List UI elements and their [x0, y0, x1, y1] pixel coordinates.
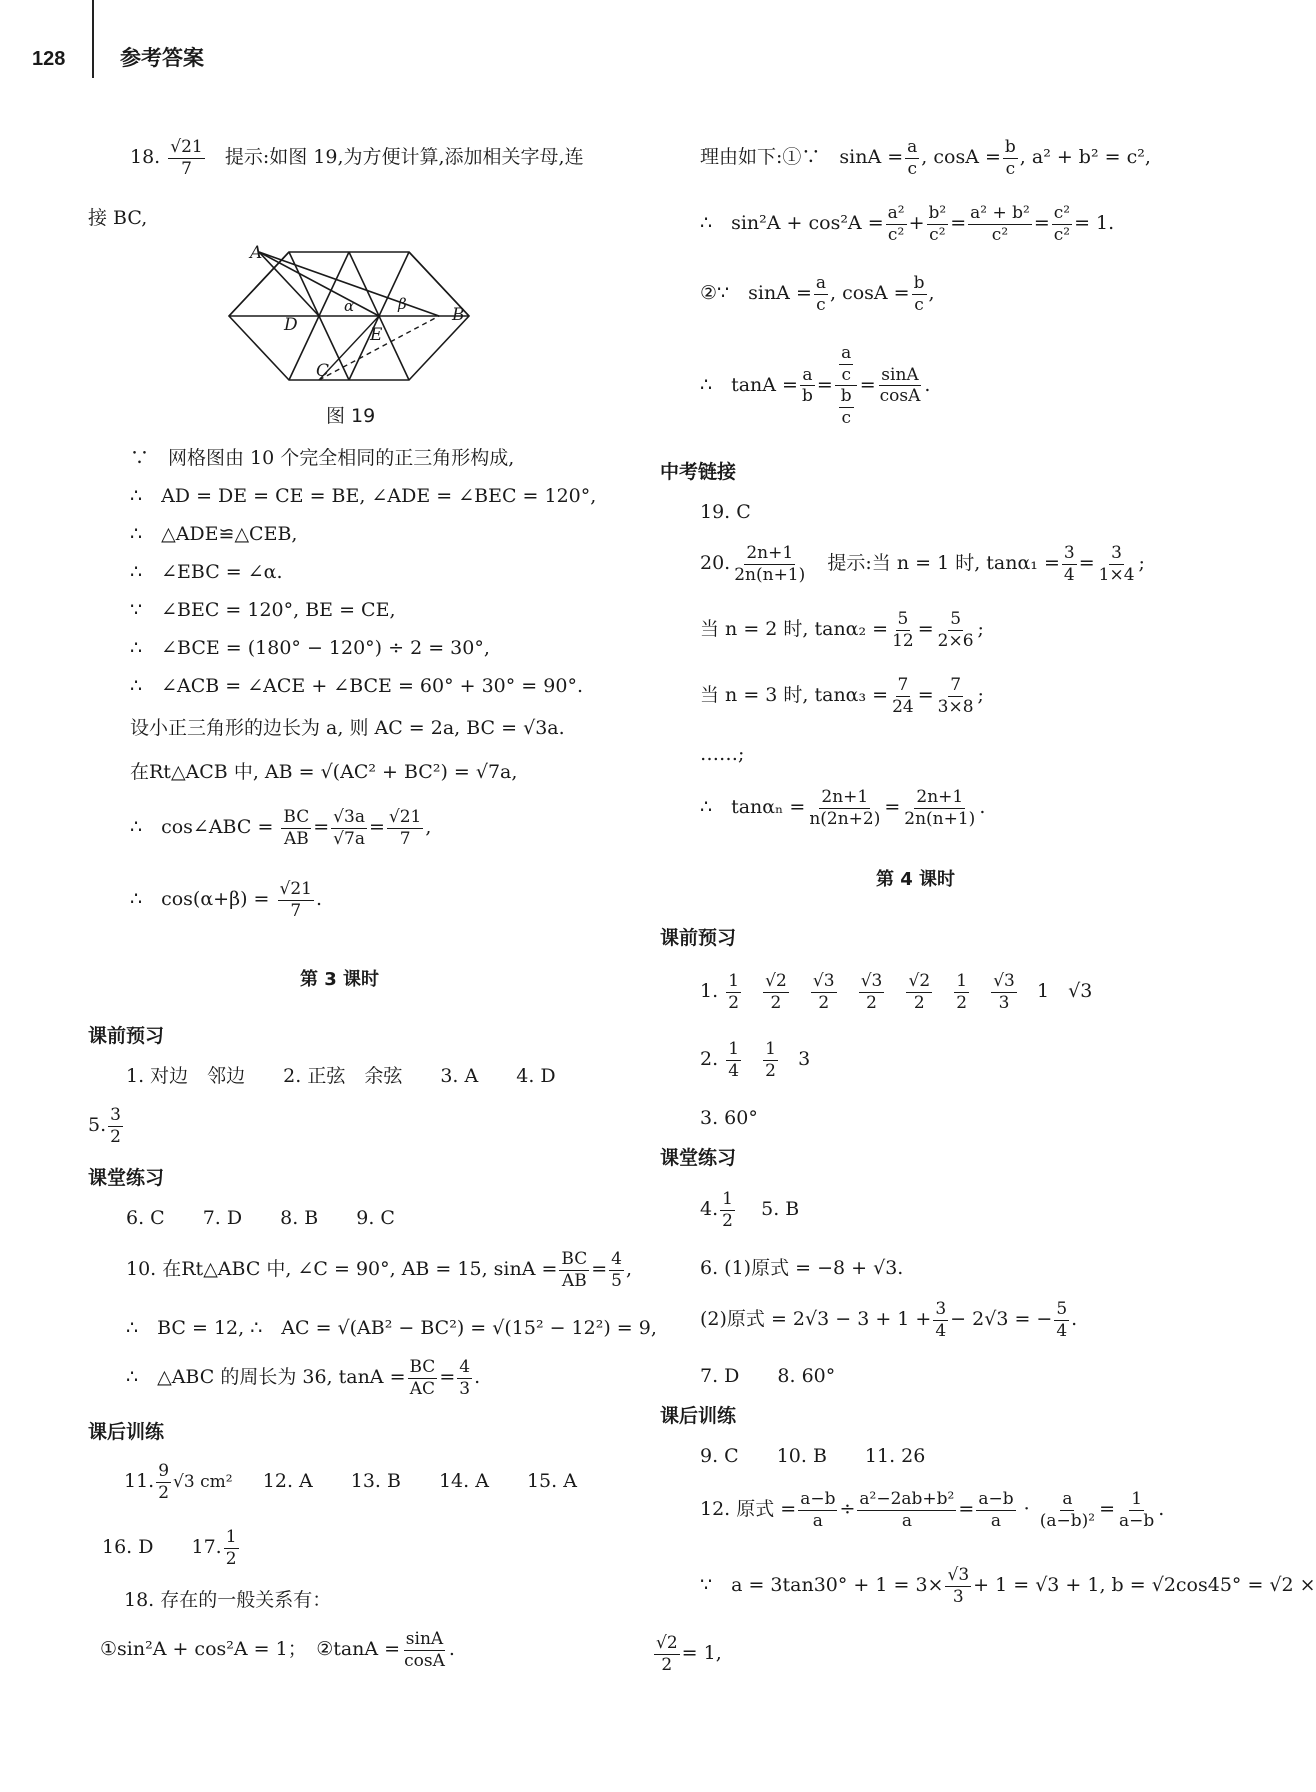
- zk-q19: 19. C: [700, 501, 751, 523]
- preview-4-q3: 3. 60°: [700, 1107, 758, 1129]
- after-3-q18: 18. 存在的一般关系有：: [124, 1589, 332, 1611]
- proof-line-4: ∴ ∠EBC = ∠α.: [130, 561, 283, 583]
- class-3-q10-line-3: ∴ △ABC 的周长为 36, tanA = $\frac{BC}{AC}$ = $\frac{4}{3}$ .: [126, 1357, 481, 1399]
- figure-label-alpha: α: [344, 297, 355, 315]
- proof-line-6: ∴ ∠BCE = (180° − 120°) ÷ 2 = 30°,: [130, 637, 490, 659]
- figure-label-c: C: [316, 361, 330, 381]
- zk-q20: 20. $\frac{2n+1}{2n(n+1)}$ 提示:当 n = 1 时, tanα₁ = $\frac{3}{4}$ = $\frac{3}{1\times 4}$ ;: [700, 543, 1145, 585]
- after-4-q9: 9. C 10. B 11. 26: [700, 1445, 926, 1467]
- section-after-4: 课后训练: [660, 1405, 737, 1427]
- after-4-q12: 12. 原式 = $\frac{a-b}{a}$ ÷ $\frac{\text{a²−2ab+b²}}{a}$ = $\frac{a-b}{a}$ · $\frac{a}{\text{(a−b)²}}$ = $\frac{1}{a-b}$ .: [700, 1489, 1165, 1531]
- figure-label-a: A: [250, 243, 263, 263]
- after-3-q11: 11. $\frac{9}{2}$ √3 cm² 12. A 13. B 14. A 15. A: [124, 1461, 577, 1503]
- q18-line: 18. $\frac{√21}{7}$ 提示:如图 19,为方便计算,添加相关字母,连: [130, 137, 584, 179]
- figure-label-beta: β: [398, 295, 407, 313]
- reason-line-3: ②∵ sinA = $\frac{a}{c}$ , cosA = $\frac{b}{c}$ ,: [700, 273, 935, 315]
- figure-label-d: D: [284, 315, 298, 335]
- class-3-q10: 10. 在Rt△ABC 中, ∠C = 90°, AB = 15, sinA = $\frac{BC}{AB}$ = $\frac{4}{5}$ ,: [126, 1249, 633, 1291]
- class-4-q4: 4. $\frac{1}{2}$ 5. B: [700, 1189, 800, 1231]
- class-3-line-1: 6. C 7. D 8. B 9. C: [126, 1207, 395, 1229]
- section-zhongkao: 中考链接: [660, 461, 737, 483]
- preview-3-line-1: 1. 对边 邻边 2. 正弦 余弦 3. A 4. D: [126, 1065, 556, 1087]
- lesson-4-heading: 第 4 课时: [876, 869, 956, 890]
- page-number: 128: [32, 48, 66, 70]
- class-3-q10-line-2: ∴ BC = 12, ∴ AC = √(AB² − BC²) = √(15² − 12²) = 9,: [126, 1317, 657, 1339]
- class-4-q6-1: 6. (1)原式 = −8 + √3.: [700, 1257, 904, 1279]
- preview-4-q2: 2. $\frac{1}{4}$ $\frac{1}{2}$ 3: [700, 1039, 811, 1081]
- class-4-q6-2: (2)原式 = 2√3 − 3 + 1 + $\frac{3}{4}$ − 2√3 = − $\frac{5}{4}$ .: [700, 1299, 1078, 1341]
- cos-alpha-beta-line: ∴ cos(α+β) = $\frac{√21}{7}$ .: [130, 879, 323, 921]
- section-class-3: 课堂练习: [88, 1167, 165, 1189]
- reason-line-1: 理由如下:①∵ sinA = $\frac{a}{c}$ , cosA = $\frac{b}{c}$ , a² + b² = c²,: [700, 137, 1151, 179]
- reason-line-4: ∴ tanA = $\frac{a}{b}$ = $\frac{\frac{a}{c}}{\frac{b}{c}}$ = $\frac{\sin A}{\cos A}$ .: [700, 343, 931, 429]
- zk-q20-n: ∴ tanαₙ = $\frac{2n+1}{n(2n+2)}$ = $\frac{2n+1}{2n(n+1)}$ .: [700, 787, 986, 829]
- preview-4-q1: 1. $\frac{1}{2}$ $\frac{√2}{2}$ $\frac{√3}{2}$ $\frac{√3}{2}$ $\frac{√2}{2}$ $\frac{1}{2}$ $\frac{√3}{3}$ 1 √3: [700, 971, 1093, 1013]
- page-header-title: 参考答案: [120, 46, 204, 70]
- header-divider: [92, 0, 94, 78]
- after-3-q16: 16. D 17. $\frac{1}{2}$: [102, 1527, 237, 1569]
- figure-label-b: B: [452, 305, 465, 325]
- zk-q20-n3: 当 n = 3 时, tanα₃ = $\frac{7}{24}$ = $\frac{7}{3\times 8}$ ;: [700, 675, 984, 717]
- section-preview-3: 课前预习: [88, 1025, 165, 1047]
- figure-caption: 图 19: [326, 405, 376, 427]
- lesson-3-heading: 第 3 课时: [300, 969, 380, 990]
- proof-line-9: 在Rt△ACB 中, AB = √(AC² + BC²) = √7a,: [130, 761, 518, 783]
- zk-q20-n2: 当 n = 2 时, tanα₂ = $\frac{5}{12}$ = $\frac{5}{2\times 6}$ ;: [700, 609, 984, 651]
- q18-fraction: $\frac{√21}{7}$: [170, 137, 203, 179]
- proof-line-8: 设小正三角形的边长为 a, 则 AC = 2a, BC = √3a.: [130, 717, 565, 739]
- proof-line-3: ∴ △ADE≌△CEB,: [130, 523, 298, 545]
- preview-3-q5: 5. $\frac{3}{2}$: [88, 1105, 121, 1147]
- zk-q20-dots: ……;: [700, 743, 745, 765]
- class-4-q7: 7. D 8. 60°: [700, 1365, 836, 1387]
- section-class-4: 课堂练习: [660, 1147, 737, 1169]
- reason-line-2: ∴ sin²A + cos²A = $\frac{\text{a²}}{\text{c²}}$ + $\frac{\text{b²}}{\text{c²}}$ = $\frac{\text{a² + b²}}{\text{c²}}$ = $\frac{\text{c²}}{\text{c²}}$ = 1.: [700, 203, 1115, 245]
- section-after-3: 课后训练: [88, 1421, 165, 1443]
- figure-label-e: E: [370, 325, 383, 345]
- proof-line-7: ∴ ∠ACB = ∠ACE + ∠BCE = 60° + 30° = 90°.: [130, 675, 583, 697]
- after-4-q12-line-2: ∵ a = 3tan30° + 1 = 3× $\frac{√3}{3}$ + 1 = √3 + 1, b = √2cos45° = √2 ×: [700, 1565, 1316, 1607]
- cos-abc-line: ∴ cos∠ABC = $\frac{BC}{AB}$ = $\frac{√3a}{√7a}$ = $\frac{√21}{7}$ ,: [130, 807, 432, 849]
- proof-line-1: ∵ 网格图由 10 个完全相同的正三角形构成,: [130, 447, 515, 469]
- q18-hint-cont: 接 BC,: [88, 207, 148, 229]
- after-4-q12-line-3: $\frac{√2}{2}$ = 1,: [656, 1633, 722, 1675]
- section-preview-4: 课前预习: [660, 927, 737, 949]
- proof-line-2: ∴ AD = DE = CE = BE, ∠ADE = ∠BEC = 120°,: [130, 485, 597, 507]
- after-3-q18-line-2: ①sin²A + cos²A = 1； ②tanA = $\frac{\sin A}{\cos A}$ .: [100, 1629, 455, 1671]
- proof-line-5: ∵ ∠BEC = 120°, BE = CE,: [130, 599, 396, 621]
